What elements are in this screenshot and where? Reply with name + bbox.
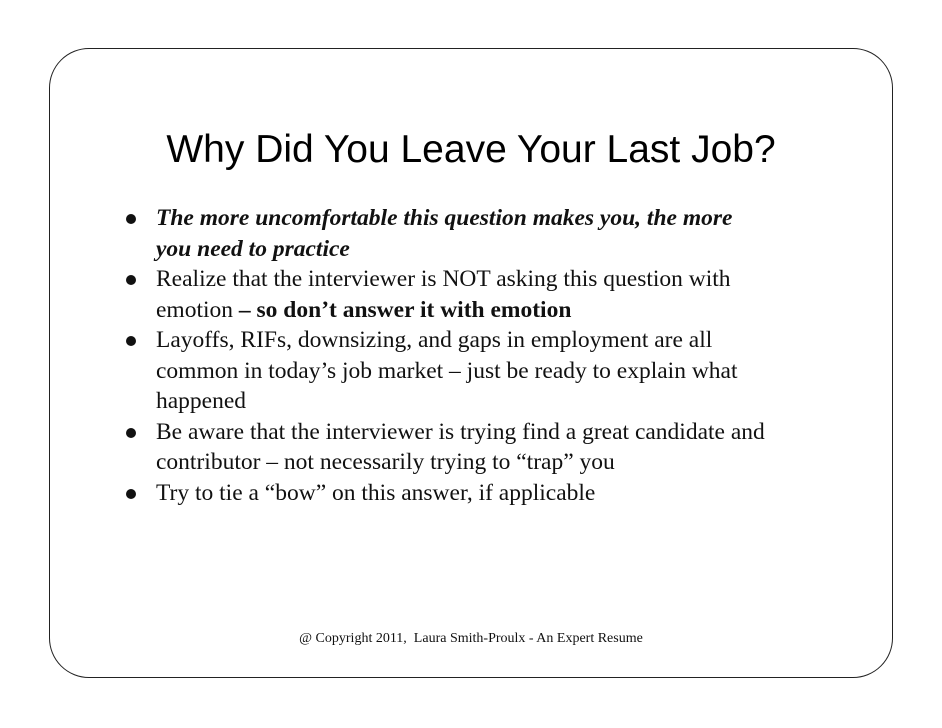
bullet-text: emotion xyxy=(156,296,239,323)
bullet-text: common in today’s job market – just be ready to explain what xyxy=(156,357,738,384)
bullet-item xyxy=(123,264,863,325)
bullet-text: contributor – not necessarily trying to “trap” you xyxy=(156,449,615,475)
bullet-item xyxy=(123,417,863,478)
bullet-dot-icon xyxy=(126,336,136,346)
copyright-footer xyxy=(0,631,942,647)
bullet-text: happened xyxy=(156,388,247,414)
bullet-text: Try to tie a “bow” on this answer, if applicable xyxy=(156,479,596,506)
bullet-dot-icon xyxy=(126,214,136,224)
copyright-text: @ Copyright 2011, Laura Smith-Proulx - An Expert Resume xyxy=(299,631,643,646)
bullet-item xyxy=(123,203,863,264)
bullet-emphasis-text: – so don’t answer it with emotion xyxy=(238,296,572,323)
bullet-dot-icon xyxy=(126,428,136,438)
bullet-dot-icon xyxy=(126,275,136,285)
bullet-dot-icon xyxy=(126,489,136,499)
bullet-text: The more uncomfortable this question makes you, the more xyxy=(156,205,733,231)
bullet-line xyxy=(156,295,863,326)
bullet-item xyxy=(123,478,863,509)
bullet-list xyxy=(123,203,863,508)
bullet-text: Layoffs, RIFs, downsizing, and gaps in employment are all xyxy=(156,327,713,353)
bullet-text: Be aware that the interviewer is trying find a great candidate and xyxy=(156,418,765,445)
bullet-item xyxy=(123,325,863,417)
bullet-text: you need to practice xyxy=(156,235,350,262)
bullet-text: Realize that the interviewer is NOT asking this question with xyxy=(156,266,731,292)
slide-title: Why Did You Leave Your Last Job? xyxy=(166,128,776,171)
